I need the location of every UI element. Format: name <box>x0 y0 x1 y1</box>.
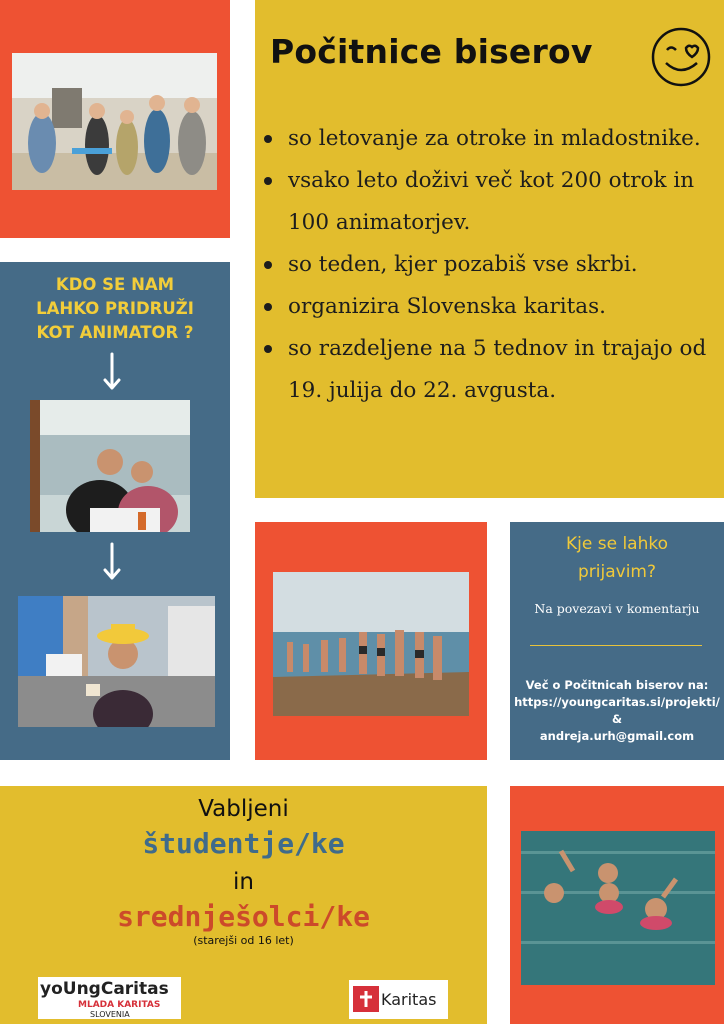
youngcaritas-logo-country: SLOVENIA <box>90 1010 130 1019</box>
invite-age-note: (starejši od 16 let) <box>193 934 294 947</box>
who-line-3: KOT ANIMATOR ? <box>36 323 194 342</box>
photo-group-pier <box>273 572 469 716</box>
website-link[interactable]: https://youngcaritas.si/projekti/ <box>514 695 720 709</box>
fact-item: organizira Slovenska karitas. <box>262 286 717 328</box>
who-line-2: LAHKO PRIDRUŽI <box>36 299 194 318</box>
arrow-down-icon <box>102 352 122 392</box>
youngcaritas-logo <box>38 977 181 1019</box>
who-heading <box>0 273 230 345</box>
photo-animators-sea <box>30 400 190 532</box>
page-title: Počitnice biserov <box>270 32 593 71</box>
apply-heading <box>510 530 724 586</box>
invite-vabljeni: Vabljeni <box>198 796 289 822</box>
invite-in: in <box>233 869 254 895</box>
more-info <box>510 677 724 745</box>
photo-group-promenade <box>12 53 217 190</box>
apply-line-2: prijavim? <box>577 562 656 582</box>
email-link[interactable]: andreja.urh@gmail.com <box>539 729 695 743</box>
fact-item: so teden, kjer pozabiš vse skrbi. <box>262 244 717 286</box>
photo-girl-hat <box>18 596 215 727</box>
karitas-logo-text: Karitas <box>381 990 437 1009</box>
who-line-1: KDO SE NAM <box>55 275 175 294</box>
divider <box>530 645 702 646</box>
apply-link-text: Na povezavi v komentarju <box>534 601 700 616</box>
karitas-logo <box>349 980 448 1019</box>
arrow-down-icon <box>102 542 122 582</box>
more-info-line-1: Več o Počitnicah biserov na: <box>525 678 709 692</box>
fact-item: vsako leto doživi več kot 200 otrok in 100 animatorjev. <box>262 160 717 244</box>
youngcaritas-logo-sub: MLADA KARITAS <box>78 1000 161 1010</box>
more-info-ampersand: & <box>611 712 623 726</box>
karitas-heart-icon <box>353 986 379 1012</box>
fact-item: so letovanje za otroke in mladostnike. <box>262 118 717 160</box>
smiley-heart-icon <box>650 26 712 88</box>
apply-line-1: Kje se lahko <box>565 534 668 554</box>
invite-studentje: študentje/ke <box>142 827 345 860</box>
photo-kids-swimming <box>521 831 715 985</box>
youngcaritas-logo-text: yoUngCaritas <box>40 979 169 999</box>
invite-srednjesolci: srednješolci/ke <box>117 900 370 933</box>
fact-item: so razdeljene na 5 tednov in trajajo od 19. julija do 22. avgusta. <box>262 328 717 412</box>
facts-list <box>262 118 717 412</box>
